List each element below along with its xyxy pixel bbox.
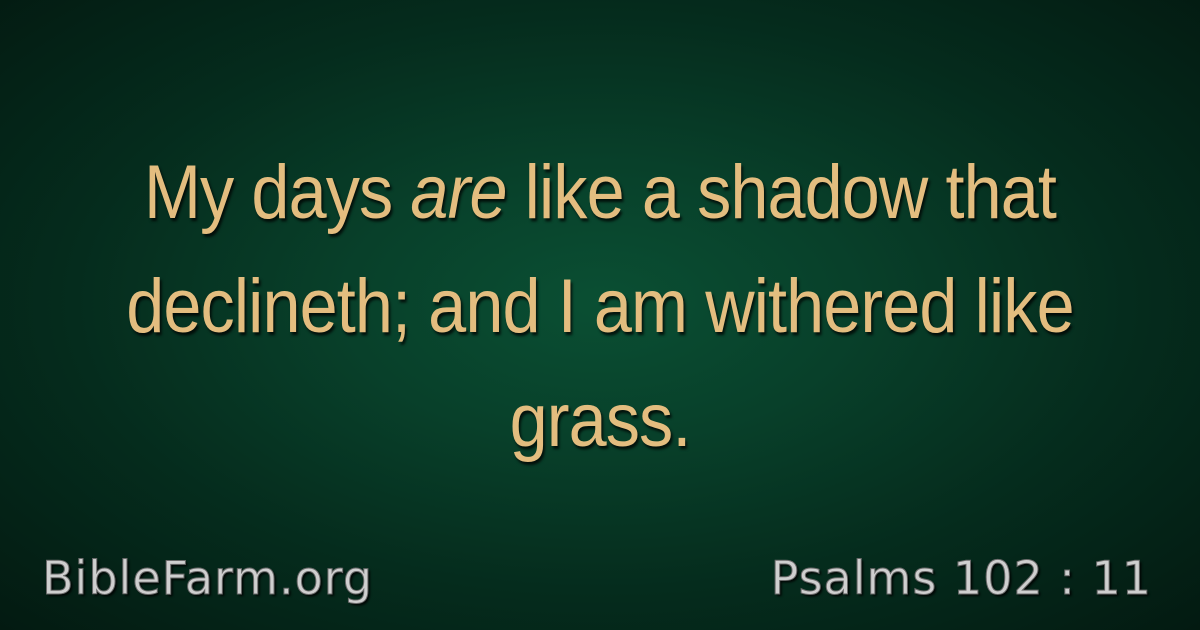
verse-text-end: like a shadow that declineth; and I am withered like grass. [126, 150, 1074, 463]
site-name: BibleFarm.org [42, 551, 374, 605]
verse-text-start: My days [143, 150, 411, 235]
verse-text [96, 136, 1104, 478]
verse-reference: Psalms 102 : 11 [770, 551, 1152, 605]
verse-emphasis: are [410, 150, 507, 235]
